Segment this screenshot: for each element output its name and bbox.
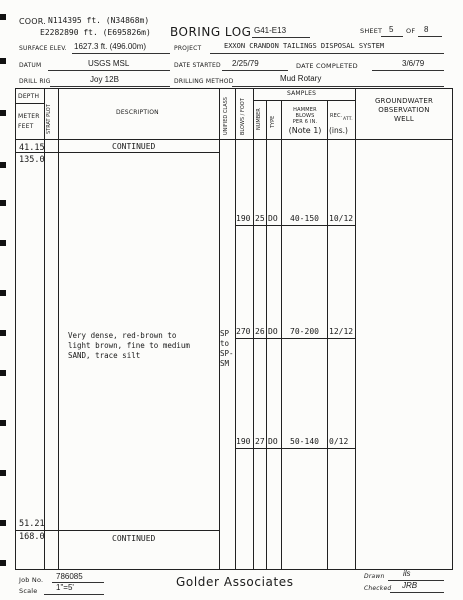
- underline: [48, 70, 170, 71]
- description-line: light brown, fine to medium: [68, 341, 190, 350]
- groundwater-header-2: OBSERVATION: [378, 106, 430, 114]
- date-completed-label: DATE COMPLETED: [296, 62, 358, 70]
- binding-hole: [0, 520, 6, 526]
- continued-bottom: CONTINUED: [112, 534, 156, 543]
- number-header: NUMBER: [256, 108, 262, 130]
- blows-value: 190: [236, 214, 251, 223]
- rec-header: REC.: [330, 113, 343, 119]
- project-label: PROJECT: [174, 45, 202, 52]
- depth-header: DEPTH: [18, 93, 40, 100]
- sample-type: DO: [268, 214, 278, 223]
- binding-hole: [0, 470, 6, 476]
- binding-edge: [0, 0, 7, 600]
- binding-hole: [0, 420, 6, 426]
- log-table: [15, 88, 453, 570]
- scale-value: 1"=5': [56, 583, 74, 592]
- meter-header: METER: [18, 113, 40, 120]
- binding-hole: [0, 162, 6, 168]
- sample-interval-rule: [235, 448, 355, 449]
- feet-header: FEET: [18, 123, 34, 130]
- underline: [418, 36, 442, 37]
- drilling-method-label: DRILLING METHOD: [174, 78, 234, 85]
- datum-value: USGS MSL: [88, 59, 130, 68]
- underline: [72, 53, 170, 54]
- unified-class-header: UNIFIED CLASS: [223, 97, 229, 135]
- column-rule: [266, 100, 267, 570]
- strat-plot-header: STRAT PLOT: [46, 104, 52, 134]
- date-completed: 3/6/79: [402, 59, 425, 68]
- drawn-label: Drawn: [364, 573, 385, 580]
- sample-type: DO: [268, 437, 278, 446]
- hammer-header-3: PER 6 IN.: [292, 119, 318, 125]
- checked-by: JRB: [402, 581, 418, 590]
- hammer-header-1: HAMMER: [293, 107, 317, 113]
- sample-interval-rule: [235, 338, 355, 339]
- hammer-blows: 50-140: [290, 437, 319, 446]
- date-started-label: DATE STARTED: [174, 62, 221, 69]
- class-line: SM: [220, 359, 230, 368]
- sample-type: DO: [268, 327, 278, 336]
- hammer-blows: 40-150: [290, 214, 319, 223]
- column-rule: [58, 88, 59, 570]
- binding-hole: [0, 330, 6, 336]
- sheet-number: 5: [389, 25, 394, 34]
- sheet-total: 8: [424, 25, 429, 34]
- underline: [222, 70, 288, 71]
- coord-north: N114395 ft. (N34868m): [48, 16, 150, 25]
- checked-label: Checked: [364, 585, 392, 592]
- class-line: to: [220, 339, 230, 348]
- binding-hole: [0, 200, 6, 206]
- underline: [381, 36, 403, 37]
- underline: [50, 86, 170, 87]
- coord-east: E2282890 ft. (E695826m): [40, 28, 151, 37]
- document-title: BORING LOG: [170, 25, 252, 39]
- top-continued-rule: [15, 152, 220, 153]
- recovery: 10/12: [329, 214, 354, 223]
- underline: [232, 86, 444, 87]
- continued-top: CONTINUED: [112, 142, 156, 151]
- bottom-continued-rule: [15, 530, 220, 531]
- sample-number: 25: [255, 214, 265, 223]
- blows-foot-header: BLOWS / FOOT: [240, 98, 246, 135]
- top-depth-meter: 41.15: [19, 143, 45, 153]
- sample-number: 26: [255, 327, 265, 336]
- surface-elev-label: SURFACE ELEV.: [19, 45, 67, 52]
- binding-hole: [0, 14, 6, 20]
- description-line: Very dense, red-brown to: [68, 331, 177, 340]
- note-header: (Note 1): [288, 126, 322, 135]
- top-depth-feet: 135.0: [19, 155, 45, 165]
- underline: [252, 37, 310, 38]
- description-header: DESCRIPTION: [116, 109, 159, 116]
- header-bottom-rule: [15, 139, 453, 140]
- ins-header: (ins.): [329, 126, 348, 135]
- date-started: 2/25/79: [232, 59, 259, 68]
- scale-label: Scale: [19, 587, 38, 595]
- sample-interval-rule: [235, 225, 355, 226]
- underline: [210, 53, 444, 54]
- of-label: OF: [406, 27, 416, 35]
- blows-value: 190: [236, 437, 251, 446]
- recovery: 12/12: [329, 327, 354, 336]
- blows-value: 270: [236, 327, 251, 336]
- bottom-depth-meter: 51.21: [19, 519, 45, 529]
- underline: [390, 592, 444, 593]
- binding-hole: [0, 110, 6, 116]
- att-header: ATT.: [343, 117, 353, 122]
- hammer-blows: 70-200: [290, 327, 319, 336]
- job-no-label: Job No.: [19, 576, 44, 584]
- underline: [44, 594, 104, 595]
- recovery: 0/12: [329, 437, 349, 446]
- class-line: SP: [220, 329, 230, 338]
- samples-rule: [253, 100, 355, 101]
- project-name: EXXON CRANDON TAILINGS DISPOSAL SYSTEM: [224, 42, 385, 50]
- sheet-label: SHEET: [360, 27, 383, 35]
- surface-elevation: 1627.3 ft. (496.00m): [74, 42, 147, 51]
- groundwater-header-3: WELL: [394, 115, 414, 123]
- drill-rig: Joy 12B: [90, 75, 119, 84]
- type-header: TYPE: [270, 115, 276, 128]
- underline: [372, 70, 444, 71]
- column-rule: [355, 88, 356, 570]
- drawn-by: ils: [403, 569, 411, 578]
- datum-label: DATUM: [19, 62, 42, 69]
- samples-header: SAMPLES: [287, 90, 317, 97]
- drilling-method: Mud Rotary: [280, 74, 322, 83]
- column-rule: [253, 88, 254, 570]
- drill-rig-label: DRILL RIG: [19, 78, 51, 85]
- company-name: Golder Associates: [176, 575, 294, 589]
- job-number: 786085: [56, 572, 83, 581]
- groundwater-header-1: GROUNDWATER: [374, 97, 434, 105]
- binding-hole: [0, 240, 6, 246]
- depth-rule: [15, 103, 44, 104]
- binding-hole: [0, 560, 6, 566]
- bottom-depth-feet: 168.0: [19, 532, 45, 542]
- binding-hole: [0, 370, 6, 376]
- sample-number: 27: [255, 437, 265, 446]
- class-line: SP-: [220, 349, 234, 358]
- coord-label: COOR.: [19, 17, 46, 26]
- binding-hole: [0, 290, 6, 296]
- hammer-header-2: BLOWS: [295, 113, 315, 119]
- column-rule: [327, 100, 328, 570]
- boring-id: G41-E13: [254, 26, 287, 35]
- description-line: SAND, trace silt: [68, 351, 141, 360]
- binding-hole: [0, 58, 6, 64]
